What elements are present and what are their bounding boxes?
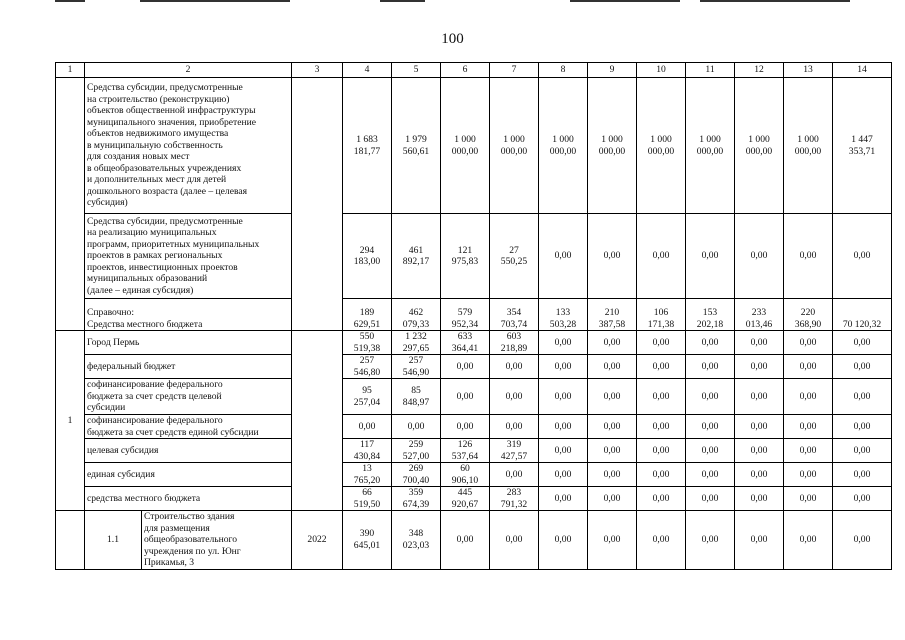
value-cell: 0,00 (686, 355, 735, 379)
value-cell: 1 447 353,71 (833, 78, 892, 214)
value-cell: 0,00 (343, 415, 392, 439)
value-cell: 1 000 000,00 (784, 78, 833, 214)
value-cell: 1 000 000,00 (490, 78, 539, 214)
value-cell: 0,00 (539, 379, 588, 415)
value-cell: 1 000 000,00 (735, 78, 784, 214)
value-cell: 0,00 (588, 463, 637, 487)
table-row (56, 214, 892, 299)
value-cell: 0,00 (588, 214, 637, 299)
value-cell: 0,00 (490, 415, 539, 439)
header-cell-8: 8 (539, 63, 588, 78)
value-cell: 66 519,50 (343, 487, 392, 511)
value-cell: 269 700,40 (392, 463, 441, 487)
header-cell-11: 11 (686, 63, 735, 78)
value-cell: 0,00 (588, 379, 637, 415)
value-cell: 550 519,38 (343, 331, 392, 355)
value-cell: 0,00 (833, 439, 892, 463)
value-cell: 70 120,32 (833, 299, 892, 331)
value-cell: 257 546,90 (392, 355, 441, 379)
value-cell: 0,00 (833, 511, 892, 570)
value-cell: 0,00 (686, 463, 735, 487)
value-cell: 0,00 (637, 511, 686, 570)
value-cell: 0,00 (784, 415, 833, 439)
value-cell: 0,00 (539, 331, 588, 355)
value-cell: 0,00 (637, 379, 686, 415)
header-cell-3: 3 (292, 63, 343, 78)
value-cell: 603 218,89 (490, 331, 539, 355)
value-cell: 390 645,01 (343, 511, 392, 570)
value-cell: 117 430,84 (343, 439, 392, 463)
value-cell: 0,00 (392, 415, 441, 439)
row-label: Средства субсидии, предусмотренные на реализацию муниципальных программ, приоритетных муниципальных проектов в рамках региональных проектов, инвестиционных проектов муниципальных образований (далее – единая субсидия) (85, 214, 292, 299)
value-cell: 1 000 000,00 (637, 78, 686, 214)
value-cell: 0,00 (833, 214, 892, 299)
value-cell: 0,00 (686, 415, 735, 439)
value-cell: 126 537,64 (441, 439, 490, 463)
value-cell: 0,00 (784, 214, 833, 299)
value-cell: 462 079,33 (392, 299, 441, 331)
value-cell: 0,00 (735, 331, 784, 355)
value-cell: 259 527,00 (392, 439, 441, 463)
value-cell: 0,00 (784, 487, 833, 511)
value-cell: 0,00 (441, 415, 490, 439)
top-rule-5 (700, 0, 850, 2)
blank-number-cell (56, 78, 85, 331)
value-cell: 0,00 (637, 331, 686, 355)
value-cell: 0,00 (490, 463, 539, 487)
header-cell-14: 14 (833, 63, 892, 78)
value-cell: 0,00 (637, 415, 686, 439)
header-cell-10: 10 (637, 63, 686, 78)
value-cell: 0,00 (735, 355, 784, 379)
value-cell: 0,00 (735, 379, 784, 415)
table-row (56, 299, 892, 331)
value-cell: 0,00 (784, 379, 833, 415)
blank-cell (56, 511, 85, 570)
value-cell: 0,00 (686, 511, 735, 570)
header-cell-7: 7 (490, 63, 539, 78)
header-cell-5: 5 (392, 63, 441, 78)
header-cell-13: 13 (784, 63, 833, 78)
value-cell: 133 503,28 (539, 299, 588, 331)
table-row (56, 463, 892, 487)
row-label: Средства субсидии, предусмотренные на строительство (реконструкцию) объектов общественной инфраструктуры муниципального значения, приобретение объектов недвижимого имущества в муниципальную собственность для создания новых мест в общеобразовательных учреждениях и дополнительных мест для детей дошкольного возраста (далее – целевая субсидия) (85, 78, 292, 214)
value-cell: 0,00 (441, 355, 490, 379)
value-cell: 0,00 (833, 415, 892, 439)
value-cell: 0,00 (686, 439, 735, 463)
table-row (56, 379, 892, 415)
top-rule-2 (140, 0, 290, 2)
value-cell: 0,00 (833, 463, 892, 487)
page-number: 100 (441, 31, 464, 47)
value-cell: 0,00 (784, 331, 833, 355)
top-rule-4 (570, 0, 680, 2)
row-label: целевая субсидия (85, 439, 292, 463)
value-cell: 1 000 000,00 (588, 78, 637, 214)
header-cell-2: 2 (85, 63, 292, 78)
value-cell: 0,00 (833, 355, 892, 379)
value-cell: 0,00 (539, 487, 588, 511)
value-cell: 0,00 (539, 439, 588, 463)
value-cell: 13 765,20 (343, 463, 392, 487)
value-cell: 294 183,00 (343, 214, 392, 299)
row-label: Справочно: Средства местного бюджета (85, 299, 292, 331)
top-rule-1 (55, 0, 85, 2)
value-cell: 0,00 (588, 487, 637, 511)
table-row (56, 78, 892, 214)
value-cell: 0,00 (539, 511, 588, 570)
value-cell: 1 979 560,61 (392, 78, 441, 214)
value-cell: 0,00 (637, 355, 686, 379)
value-cell: 0,00 (588, 331, 637, 355)
value-cell: 0,00 (490, 379, 539, 415)
value-cell: 0,00 (637, 214, 686, 299)
blank-year-cell (292, 331, 343, 511)
value-cell: 0,00 (539, 214, 588, 299)
value-cell: 359 674,39 (392, 487, 441, 511)
value-cell: 1 000 000,00 (539, 78, 588, 214)
value-cell: 0,00 (539, 355, 588, 379)
value-cell: 0,00 (637, 463, 686, 487)
value-cell: 153 202,18 (686, 299, 735, 331)
item-number-cell: 1.1 (85, 511, 142, 570)
value-cell: 1 683 181,77 (343, 78, 392, 214)
table-row (56, 331, 892, 355)
value-cell: 283 791,32 (490, 487, 539, 511)
value-cell: 319 427,57 (490, 439, 539, 463)
value-cell: 579 952,34 (441, 299, 490, 331)
value-cell: 0,00 (735, 463, 784, 487)
value-cell: 1 000 000,00 (686, 78, 735, 214)
value-cell: 1 232 297,65 (392, 331, 441, 355)
group-number-cell: 1 (56, 331, 85, 511)
table-row (56, 487, 892, 511)
value-cell: 0,00 (784, 463, 833, 487)
value-cell: 0,00 (784, 355, 833, 379)
value-cell: 0,00 (637, 487, 686, 511)
value-cell: 0,00 (735, 487, 784, 511)
value-cell: 633 364,41 (441, 331, 490, 355)
row-label: единая субсидия (85, 463, 292, 487)
item-year-cell: 2022 (292, 511, 343, 570)
value-cell: 121 975,83 (441, 214, 490, 299)
value-cell: 0,00 (784, 511, 833, 570)
value-cell: 106 171,38 (637, 299, 686, 331)
value-cell: 0,00 (686, 379, 735, 415)
row-label: софинансирование федерального бюджета за счет средств единой субсидии (85, 415, 292, 439)
header-cell-1: 1 (56, 63, 85, 78)
value-cell: 220 368,90 (784, 299, 833, 331)
value-cell: 0,00 (539, 463, 588, 487)
value-cell: 0,00 (441, 511, 490, 570)
value-cell: 0,00 (735, 511, 784, 570)
value-cell: 0,00 (490, 355, 539, 379)
value-cell: 0,00 (833, 487, 892, 511)
value-cell: 0,00 (637, 439, 686, 463)
value-cell: 0,00 (441, 379, 490, 415)
value-cell: 0,00 (588, 439, 637, 463)
value-cell: 0,00 (686, 331, 735, 355)
header-cell-6: 6 (441, 63, 490, 78)
table-row (56, 439, 892, 463)
value-cell: 189 629,51 (343, 299, 392, 331)
value-cell: 445 920,67 (441, 487, 490, 511)
value-cell: 0,00 (735, 214, 784, 299)
top-rule-3 (380, 0, 425, 2)
value-cell: 0,00 (833, 379, 892, 415)
header-cell-12: 12 (735, 63, 784, 78)
value-cell: 0,00 (588, 511, 637, 570)
table-row (56, 415, 892, 439)
item-label-cell: Строительство здания для размещения общеобразовательного учреждения по ул. Юнг Прикамья, 3 (142, 511, 292, 570)
value-cell: 0,00 (686, 487, 735, 511)
value-cell: 0,00 (490, 511, 539, 570)
table-row (56, 355, 892, 379)
value-cell: 210 387,58 (588, 299, 637, 331)
value-cell: 233 013,46 (735, 299, 784, 331)
row-label: средства местного бюджета (85, 487, 292, 511)
row-label: федеральный бюджет (85, 355, 292, 379)
value-cell: 0,00 (588, 415, 637, 439)
table-row (56, 511, 892, 570)
value-cell: 0,00 (735, 439, 784, 463)
value-cell: 354 703,74 (490, 299, 539, 331)
value-cell: 461 892,17 (392, 214, 441, 299)
value-cell: 95 257,04 (343, 379, 392, 415)
header-cell-9: 9 (588, 63, 637, 78)
value-cell: 0,00 (539, 415, 588, 439)
row-label: Город Пермь (85, 331, 292, 355)
value-cell: 0,00 (588, 355, 637, 379)
header-row (56, 63, 892, 78)
row-label: софинансирование федерального бюджета за счет средств целевой субсидии (85, 379, 292, 415)
header-cell-4: 4 (343, 63, 392, 78)
value-cell: 0,00 (833, 331, 892, 355)
value-cell: 0,00 (735, 415, 784, 439)
value-cell: 85 848,97 (392, 379, 441, 415)
value-cell: 60 906,10 (441, 463, 490, 487)
value-cell: 1 000 000,00 (441, 78, 490, 214)
budget-table (55, 62, 892, 570)
value-cell: 27 550,25 (490, 214, 539, 299)
blank-year-cell (292, 78, 343, 331)
value-cell: 0,00 (686, 214, 735, 299)
value-cell: 0,00 (784, 439, 833, 463)
value-cell: 348 023,03 (392, 511, 441, 570)
value-cell: 257 546,80 (343, 355, 392, 379)
